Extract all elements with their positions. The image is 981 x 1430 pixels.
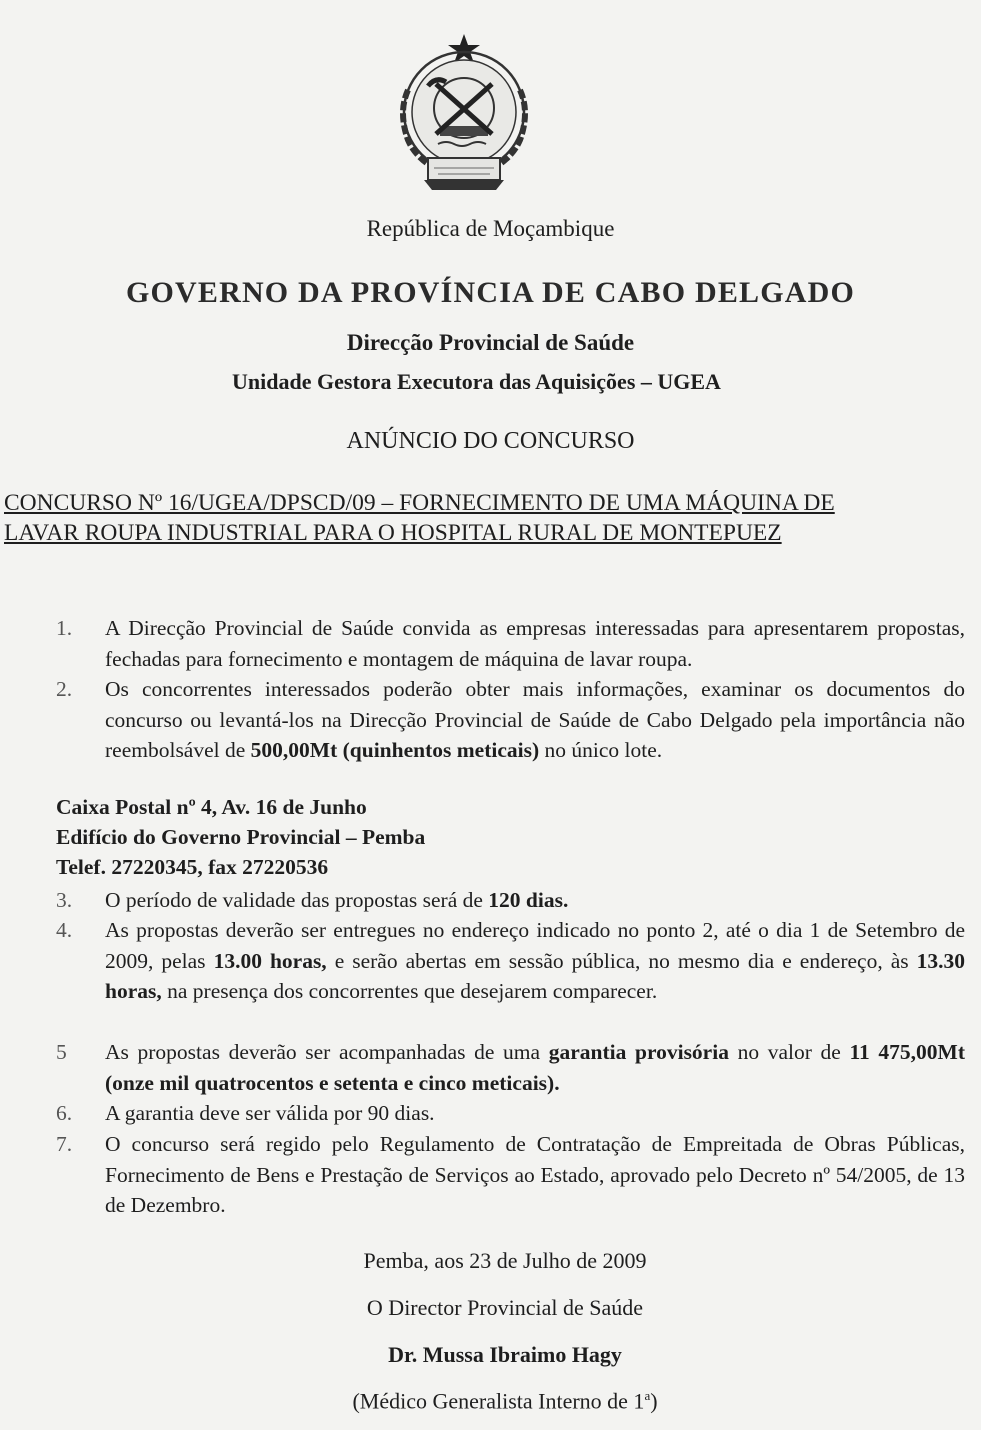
ugea-heading: Unidade Gestora Executora das Aquisições – UGEA [232, 369, 721, 394]
item-text-part: e serão abertas em sessão pública, no mesmo dia e endereço, às [326, 948, 917, 973]
address-line: Edifício do Governo Provincial – Pemba [56, 825, 426, 849]
item-text-part: As propostas deverão ser entregues no endereço indicado no ponto 2, até o dia 1 de Setembro de 2009, pelas [105, 918, 965, 973]
place-date: Pemba, aos 23 de Julho de 2009 [363, 1248, 647, 1273]
item-number: 1. [56, 616, 73, 640]
signer-title-sup: a [644, 1388, 651, 1403]
item-text [105, 915, 965, 1007]
item-text: A Direcção Provincial de Saúde convida as empresas interessadas para apresentarem propostas, fechadas para fornecimento e montagem de máquina de lavar roupa. [105, 616, 965, 671]
republica-heading: República de Moçambique [366, 216, 615, 241]
item-text-part: Os concorrentes interessados poderão obter mais informações, examinar os documentos do concurso ou levantá-los na Direcção Provincial de Saúde de Cabo Delgado pela importância não reembolsável de [105, 677, 965, 762]
item-number: 3. [56, 888, 73, 912]
item-text [105, 1037, 965, 1098]
item-text-part: As propostas deverão ser acompanhadas de uma [105, 1040, 549, 1064]
deadline-time: 13.00 horas, [213, 948, 327, 973]
address-line: Telef. 27220345, fax 27220536 [56, 855, 329, 879]
signer-title-text: (Médico Generalista Interno de 1 [352, 1388, 645, 1414]
item-text-part: no único lote. [539, 738, 663, 762]
opening-time: 13.30 horas, [105, 948, 965, 1003]
signer-role: O Director Provincial de Saúde [366, 1295, 644, 1320]
mozambique-coat-of-arms-icon [384, 30, 544, 198]
direccao-heading: Direcção Provincial de Saúde [346, 330, 635, 355]
item-text-part: O período de validade das propostas será de [105, 888, 489, 912]
item-text: A garantia deve ser válida por 90 dias. [105, 1101, 435, 1125]
guarantee-label: garantia provisória [548, 1040, 729, 1064]
item-text-part: no valor de [728, 1040, 850, 1064]
fee-amount: 500,00Mt (quinhentos meticais) [250, 738, 540, 762]
item-number: 7. [56, 1132, 73, 1156]
signer-title-close: ) [650, 1388, 658, 1414]
item-number: 5 [56, 1040, 67, 1064]
signer-name: Dr. Mussa Ibraimo Hagy [388, 1342, 622, 1367]
item-text [105, 885, 965, 916]
validity-period: 120 dias. [488, 888, 569, 912]
item-number: 6. [56, 1101, 73, 1125]
governo-heading: GOVERNO DA PROVÍNCIA DE CABO DELGADO [125, 276, 856, 309]
concurso-title-line2: LAVAR ROUPA INDUSTRIAL PARA O HOSPITAL RURAL DE MONTEPUEZ [4, 520, 782, 546]
item-text-part: na presença dos concorrentes que desejarem comparecer. [161, 979, 658, 1003]
item-number: 2. [56, 677, 73, 701]
item-number: 4. [56, 918, 73, 942]
anuncio-heading: ANÚNCIO DO CONCURSO [346, 428, 635, 454]
concurso-title-line1: CONCURSO Nº 16/UGEA/DPSCD/09 – FORNECIMENTO DE UMA MÁQUINA DE [4, 490, 835, 516]
item-text [105, 674, 965, 766]
item-text: O concurso será regido pelo Regulamento de Contratação de Empreitada de Obras Públicas, Fornecimento de Bens e Prestação de Serviços ao Estado, aprovado pelo Decreto nº 54/2005, de 13 de Dezembro. [105, 1132, 965, 1217]
signer-title [0, 1388, 981, 1414]
guarantee-amount: 11 475,00Mt (onze mil quatrocentos e setenta e cinco meticais). [105, 1040, 966, 1095]
address-line: Caixa Postal nº 4, Av. 16 de Junho [56, 795, 367, 819]
